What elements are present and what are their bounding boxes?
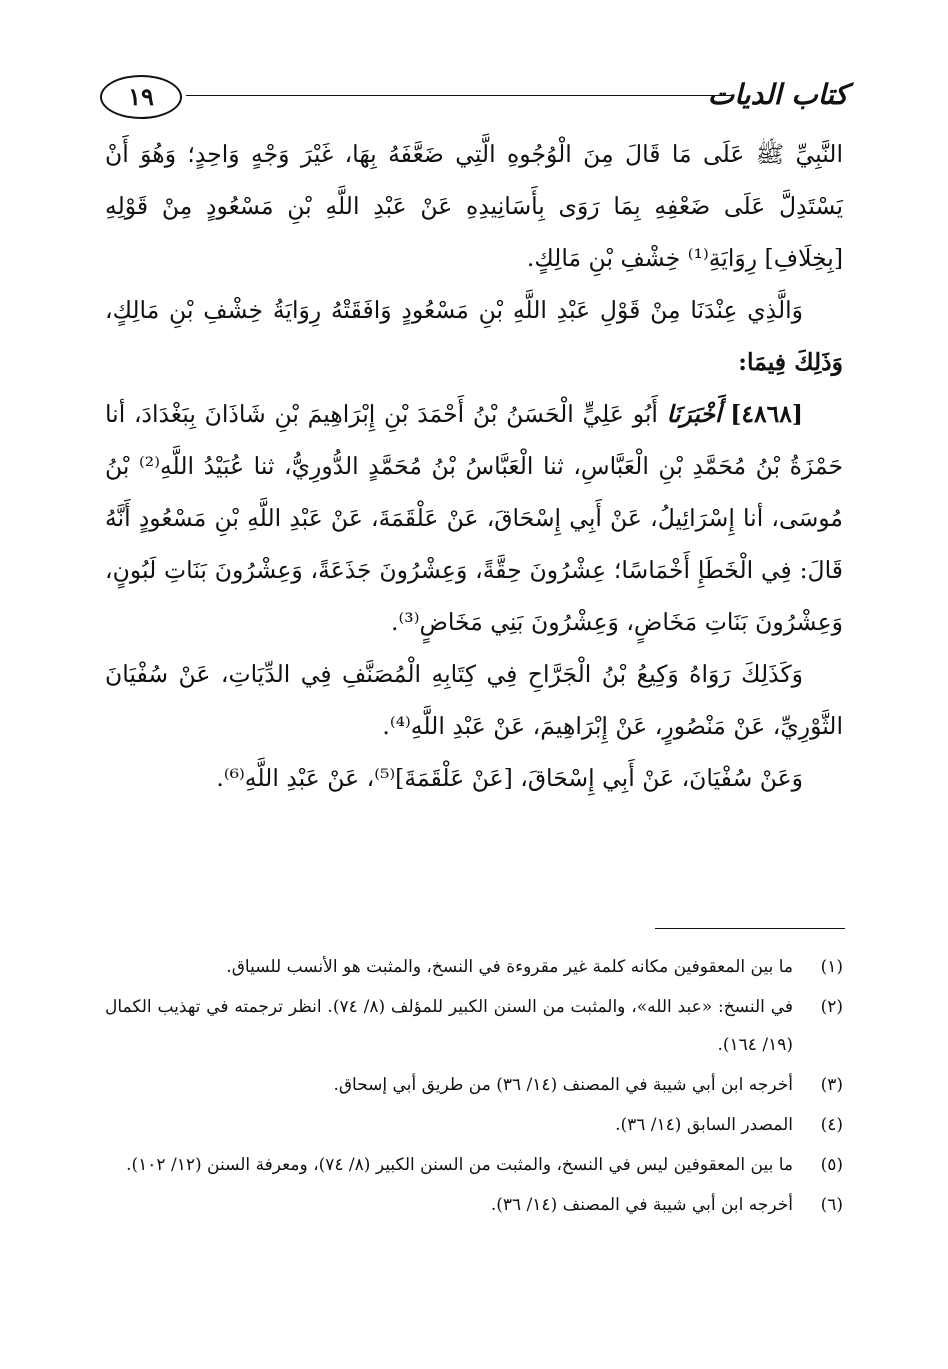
hadith-paragraph: [105, 388, 843, 648]
footnote-6: [105, 1186, 843, 1224]
footnote-number: (٣): [820, 1075, 843, 1095]
footnote-4: [105, 1106, 843, 1144]
hadith-cue: أَخْبَرَنَا: [666, 400, 722, 428]
footnote-number: (٢): [820, 997, 843, 1017]
paragraph-2-bold: وَذَلِكَ فِيمَا:: [738, 348, 843, 376]
footnote-3: [105, 1066, 843, 1104]
hadith-number: [٤٨٦٨]: [730, 400, 803, 428]
hadith-text: أَبُو عَلِيٍّ الْحَسَنُ بْنُ أَحْمَدَ بْنِ إِبْرَاهِيمَ بْنِ شَاذَانَ بِبَغْدَادَ، أنا حَمْزَةُ بْنُ مُحَمَّدِ بْنِ الْعَبَّاسِ، ثنا الْعَبَّاسُ بْنُ مُحَمَّدٍ الدُّورِيُّ، ثنا عُبَيْدُ اللَّهِ⁽²⁾ بْنُ مُوسَى، أنا إِسْرَائِيلُ، عَنْ أَبِي إِسْحَاقَ، عَنْ عَلْقَمَةَ، عَنْ عَبْدِ اللَّهِ بْنِ مَسْعُودٍ أَنَّهُ قَالَ: فِي الْخَطَإِ أَخْمَاسًا؛ عِشْرُونَ حِقَّةً، وَعِشْرُونَ جَذَعَةً، وَعِشْرُونَ بَنَاتِ لَبُونٍ، وَعِشْرُونَ بَنَاتِ مَخَاضٍ، وَعِشْرُونَ بَنِي مَخَاضٍ⁽³⁾.: [105, 400, 844, 636]
paragraph-1: النَّبِيِّ ﷺ عَلَى مَا قَالَ مِنَ الْوُجُوهِ الَّتِي ضَعَّفَهُ بِهَا، غَيْرَ وَجْهٍ وَاحِدٍ؛ وَهُوَ أَنْ يَسْتَدِلَّ عَلَى ضَعْفِهِ بِمَا رَوَى بِأَسَانِيدِهِ عَنْ عَبْدِ اللَّهِ بْنِ مَسْعُودٍ مِنْ قَوْلِهِ [بِخِلَافِ] رِوَايَةِ⁽¹⁾ خِشْفِ بْنِ مَالِكٍ.: [105, 140, 843, 272]
footnote-text: أخرجه ابن أبي شيبة في المصنف (١٤/ ٣٦).: [490, 1195, 793, 1215]
header-rule: [186, 95, 732, 96]
paragraph-5: وَعَنْ سُفْيَانَ، عَنْ أَبِي إِسْحَاقَ، [عَنْ عَلْقَمَةَ]⁽⁵⁾، عَنْ عَبْدِ اللَّهِ⁽⁶⁾.: [216, 764, 803, 792]
paragraph-2-text: وَالَّذِي عِنْدَنَا مِنْ قَوْلِ عَبْدِ اللَّهِ بْنِ مَسْعُودٍ وَافَقَتْهُ رِوَايَةُ خِشْفِ بْنِ مَالِكٍ،: [105, 296, 803, 324]
footnote-1: [105, 948, 843, 986]
footnote-text: أخرجه ابن أبي شيبة في المصنف (١٤/ ٣٦) من طريق أبي إسحاق.: [333, 1075, 793, 1095]
footnote-2: [105, 988, 843, 1064]
footnote-number: (١): [820, 957, 843, 977]
footnote-number: (٤): [820, 1115, 843, 1135]
book-title: كتاب الديات: [707, 78, 848, 111]
footnote-text: في النسخ: «عبد الله»، والمثبت من السنن الكبير للمؤلف (٨/ ٧٤). انظر ترجمته في تهذيب الكمال (١٩/ ١٦٤).: [105, 997, 794, 1055]
footnote-text: ما بين المعقوفين مكانه كلمة غير مقروءة في النسخ، والمثبت هو الأنسب للسياق.: [226, 957, 793, 977]
page-header: [100, 72, 848, 122]
footnote-text: ما بين المعقوفين ليس في النسخ، والمثبت من السنن الكبير (٨/ ٧٤)، ومعرفة السنن (١٢/ ١٠٢).: [126, 1155, 793, 1175]
paragraph-2: [105, 284, 843, 388]
paragraph-4: وَكَذَلِكَ رَوَاهُ وَكِيعُ بْنُ الْجَرَّاحِ فِي كِتَابِهِ الْمُصَنَّفِ فِي الدِّيَاتِ، عَنْ سُفْيَانَ الثَّوْرِيِّ، عَنْ مَنْصُورٍ، عَنْ إِبْرَاهِيمَ، عَنْ عَبْدِ اللَّهِ⁽⁴⁾.: [105, 660, 843, 740]
main-text: [105, 128, 843, 804]
footnote-number: (٥): [820, 1155, 843, 1175]
footnotes: [105, 948, 843, 1226]
page-number: ١٩: [100, 75, 182, 119]
footnote-number: (٦): [820, 1195, 843, 1215]
footnote-text: المصدر السابق (١٤/ ٣٦).: [615, 1115, 793, 1135]
footnote-5: [105, 1146, 843, 1184]
footnote-separator: [655, 928, 845, 929]
